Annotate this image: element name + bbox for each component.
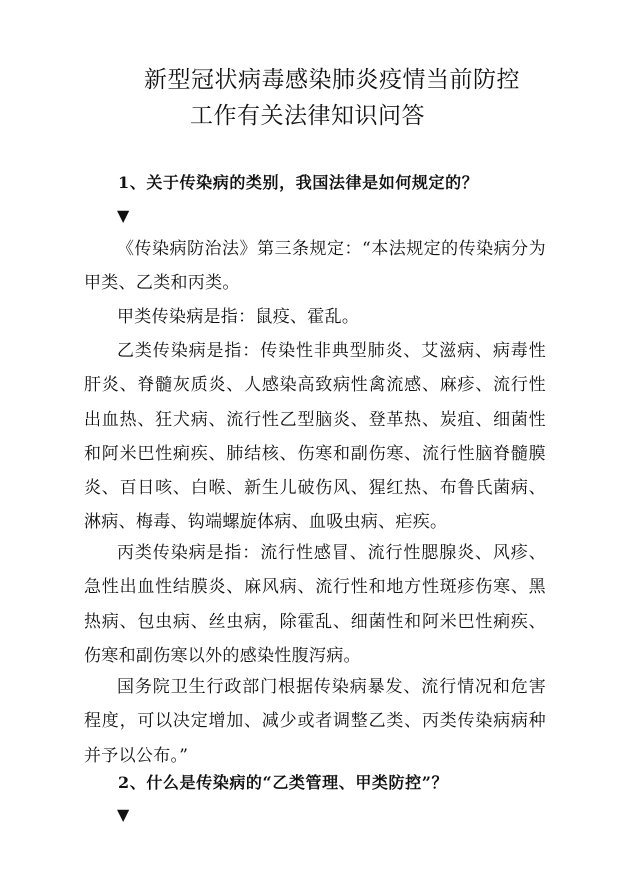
- down-arrow-icon: ▼: [117, 206, 130, 225]
- paragraph-class-b: 乙类传染病是指：传染性非典型肺炎、艾滋病、病毒性肝炎、脊髓灰质炎、人感染高致病性禽流感、麻疹、流行性出血热、狂犬病、流行性乙型脑炎、登革热、炭疽、细菌性和阿米巴性痢疾、肺结核、伤寒和副伤寒、流行性脑脊髓膜炎、百日咳、白喉、新生儿破伤风、猩红热、布鲁氏菌病、淋病、梅毒、钩端螺旋体病、血吸虫病、疟疾。: [84, 341, 546, 533]
- title-line-1: 新型冠状病毒感染肺炎疫情当前防控: [144, 67, 520, 93]
- paragraph-intro: 《传染病防治法》第三条规定：“本法规定的传染病分为甲类、乙类和丙类。: [84, 239, 546, 294]
- title-line-2: 工作有关法律知识问答: [190, 103, 425, 129]
- paragraph-class-a: 甲类传染病是指：鼠疫、霍乱。: [117, 307, 360, 327]
- question-2: 2、什么是传染病的“乙类管理、甲类防控”？: [118, 773, 449, 792]
- paragraph-adjustment: 国务院卫生行政部门根据传染病暴发、流行情况和危害程度，可以决定增加、减少或者调整乙类、丙类传染病病种并予以公布。”: [84, 677, 546, 766]
- paragraph-class-c: 丙类传染病是指：流行性感冒、流行性腮腺炎、风疹、急性出血性结膜炎、麻风病、流行性和地方性斑疹伤寒、黑热病、包虫病、丝虫病，除霍乱、细菌性和阿米巴性痢疾、伤寒和副伤寒以外的感染性腹泻病。: [84, 543, 546, 666]
- question-1: 1、关于传染病的类别，我国法律是如何规定的？: [118, 173, 479, 192]
- down-arrow-icon-2: ▼: [117, 805, 130, 824]
